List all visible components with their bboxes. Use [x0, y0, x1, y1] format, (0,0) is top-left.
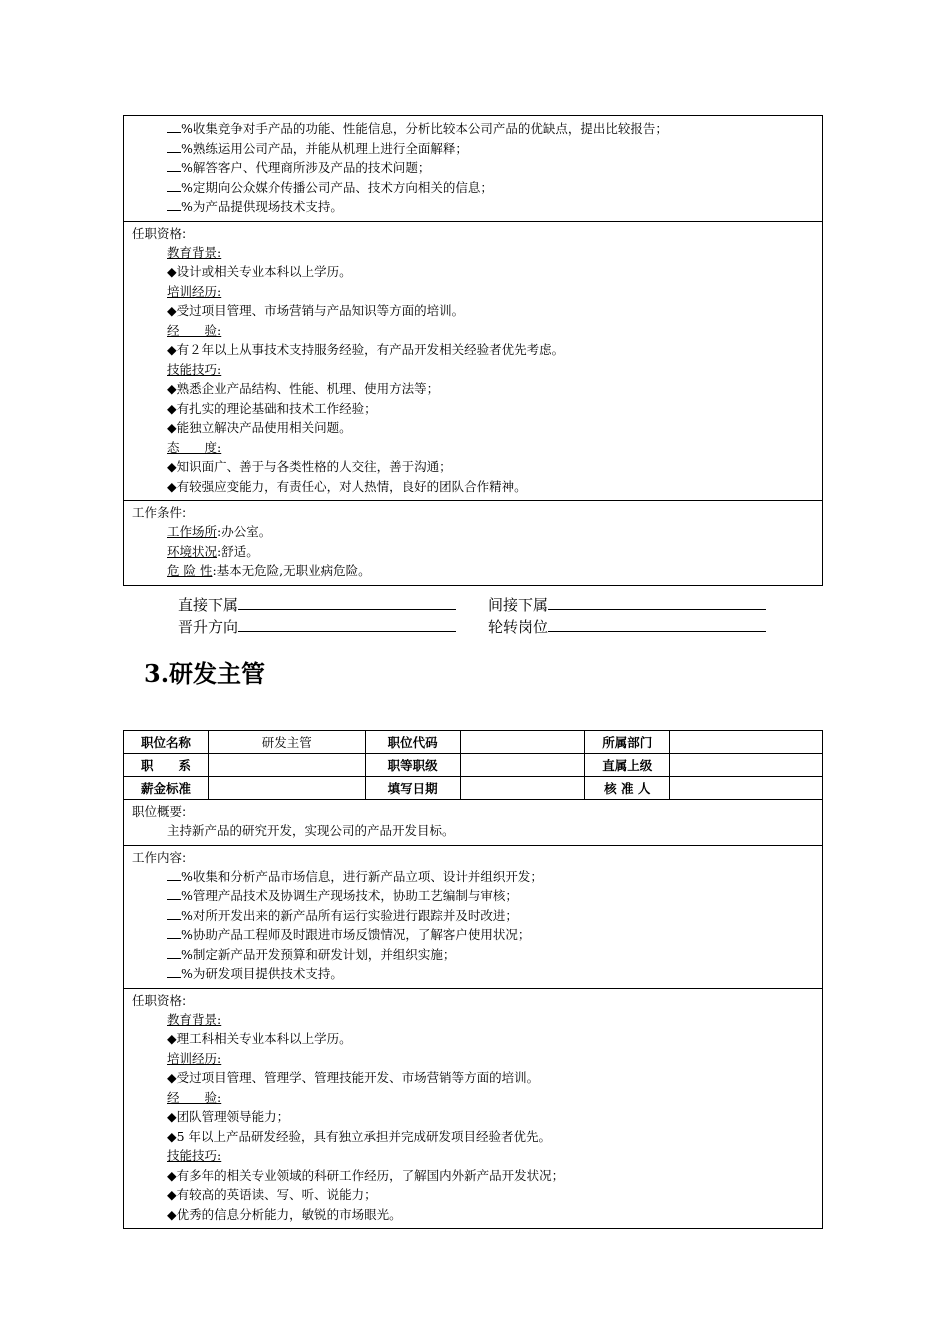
job-description-box-continued — [123, 115, 823, 586]
position-code-value — [460, 731, 585, 754]
environment-line: 环境状况:舒适。 — [167, 543, 259, 559]
table-row — [124, 754, 823, 777]
experience-label: 经 验: — [167, 1089, 222, 1105]
fill-date-label: 填写日期 — [365, 777, 460, 800]
summary-section — [124, 800, 822, 846]
skill-item: ◆有较高的英语读、写、听、说能力； — [167, 1187, 377, 1202]
edu-text: ◆理工科相关专业本科以上学历。 — [167, 1031, 352, 1046]
table-row — [124, 777, 823, 800]
salary-label: 薪金标准 — [124, 777, 209, 800]
approver-value — [670, 777, 823, 800]
percent-blank — [167, 140, 181, 153]
work-content-section — [124, 846, 822, 989]
position-name-value: 研发主管 — [208, 731, 365, 754]
table-row — [124, 731, 823, 754]
percent-blank — [167, 868, 181, 881]
section-title: 工作内容: — [132, 849, 187, 865]
skill-item: ◆熟悉企业产品结构、性能、机理、使用方法等； — [167, 381, 440, 396]
edu-label: 教育背景: — [167, 1011, 222, 1027]
training-label: 培训经历: — [167, 1050, 222, 1066]
experience-item: ◆团队管理领导能力； — [167, 1109, 290, 1124]
skill-item: ◆优秀的信息分析能力，敏锐的市场眼光。 — [167, 1206, 402, 1222]
job-description-box — [123, 800, 823, 1229]
position-info-table — [123, 730, 823, 800]
job-family-value — [208, 754, 365, 777]
skills-label: 技能技巧: — [167, 1148, 222, 1163]
section-title: 任职资格: — [132, 225, 187, 241]
qualifications-section — [124, 222, 822, 502]
risk-line: 危 险 性:基本无危险,无职业病危险。 — [167, 563, 371, 578]
skill-item: ◆有扎实的理论基础和技术工作经验； — [167, 400, 377, 416]
section-title: 职位概要: — [132, 804, 187, 819]
work-line: %定期向公众媒介传播公司产品、技术方向相关的信息； — [132, 178, 814, 198]
position-code-label: 职位代码 — [365, 731, 460, 754]
percent-blank — [167, 120, 181, 133]
section-title: 工作条件: — [132, 505, 187, 520]
experience-label: 经 验: — [167, 322, 222, 338]
fill-date-value — [460, 777, 585, 800]
section-heading: 3.研发主管 — [144, 659, 266, 688]
supervisor-value — [670, 754, 823, 777]
indirect-subordinate-field: 间接下属 — [488, 594, 766, 616]
direct-subordinate-field: 直接下属 — [178, 594, 456, 616]
skills-label: 技能技巧: — [167, 361, 222, 377]
training-text: ◆受过项目管理、管理学、管理技能开发、市场营销等方面的培训。 — [167, 1070, 540, 1085]
percent-blank — [167, 965, 181, 978]
work-line: %对所开发出来的新产品所有运行实验进行跟踪并及时改进； — [132, 906, 814, 926]
attitude-item: ◆有较强应变能力，有责任心，对人热情，良好的团队合作精神。 — [167, 478, 527, 494]
supervisor-label: 直属上级 — [585, 754, 670, 777]
percent-blank — [167, 159, 181, 172]
promotion-field: 晋升方向 — [178, 616, 456, 638]
work-content-section — [124, 116, 822, 222]
approver-label: 核 准 人 — [585, 777, 670, 800]
skill-item: ◆能独立解决产品使用相关问题。 — [167, 420, 352, 435]
attitude-item: ◆知识面广、善于与各类性格的人交往，善于沟通； — [167, 459, 452, 474]
edu-label: 教育背景: — [167, 244, 222, 260]
work-conditions-section — [124, 501, 822, 585]
work-line: %管理产品技术及协调生产现场技术，协助工艺编制与审核； — [132, 886, 814, 906]
grade-label: 职等职级 — [365, 754, 460, 777]
skill-item: ◆有多年的相关专业领域的科研工作经历，了解国内外新产品开发状况； — [167, 1167, 565, 1183]
department-value — [670, 731, 823, 754]
experience-item: ◆5 年以上产品研发经验，具有独立承担并完成研发项目经验者优先。 — [167, 1128, 552, 1144]
work-line: %为产品提供现场技术支持。 — [132, 197, 814, 217]
position-name-label: 职位名称 — [124, 731, 209, 754]
training-text: ◆受过项目管理、市场营销与产品知识等方面的培训。 — [167, 303, 465, 318]
qualifications-section — [124, 989, 822, 1229]
percent-blank — [167, 926, 181, 939]
percent-blank — [167, 946, 181, 959]
summary-text: 主持新产品的研究开发，实现公司的产品开发目标。 — [167, 823, 455, 838]
work-line: %协助产品工程师及时跟进市场反馈情况，了解客户使用状况； — [132, 925, 814, 945]
percent-blank — [167, 179, 181, 192]
work-line: %制定新产品开发预算和研发计划，并组织实施； — [132, 945, 814, 965]
department-label: 所属部门 — [585, 731, 670, 754]
edu-text: ◆设计或相关专业本科以上学历。 — [167, 264, 352, 279]
percent-blank — [167, 198, 181, 211]
attitude-label: 态 度: — [167, 439, 222, 455]
work-line: %解答客户、代理商所涉及产品的技术问题； — [132, 158, 814, 178]
work-line: %为研发项目提供技术支持。 — [132, 964, 814, 984]
job-family-label: 职 系 — [124, 754, 209, 777]
work-line: %熟练运用公司产品，并能从机理上进行全面解释； — [132, 139, 814, 159]
experience-text: ◆有２年以上从事技术支持服务经验，有产品开发相关经验者优先考虑。 — [167, 342, 565, 357]
percent-blank — [167, 887, 181, 900]
percent-blank — [167, 907, 181, 920]
salary-value — [208, 777, 365, 800]
rotation-field: 轮转岗位 — [488, 616, 766, 638]
work-line: %收集竞争对手产品的功能、性能信息，分析比较本公司产品的优缺点，提出比较报告； — [132, 119, 814, 139]
workplace-line: 工作场所:办公室。 — [167, 524, 272, 539]
grade-value — [460, 754, 585, 777]
section-title: 任职资格: — [132, 992, 187, 1008]
work-line: %收集和分析产品市场信息，进行新产品立项、设计并组织开发； — [132, 867, 814, 887]
training-label: 培训经历: — [167, 283, 222, 299]
